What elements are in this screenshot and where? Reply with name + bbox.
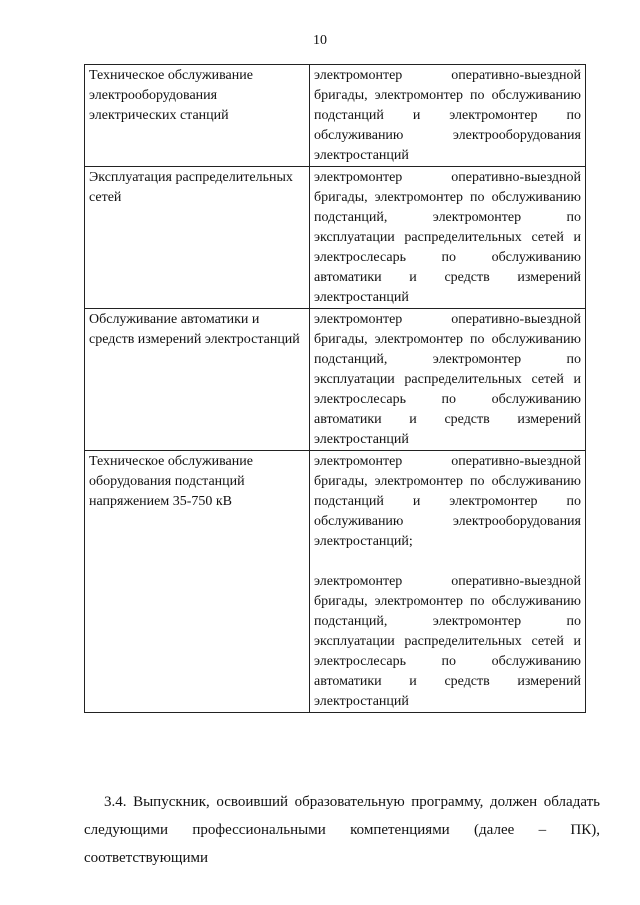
activity-text: Техническое обслуживание электрооборудования электрических станций bbox=[89, 68, 253, 123]
table-row bbox=[85, 65, 586, 167]
table-row bbox=[85, 451, 586, 713]
professions-cell bbox=[310, 65, 586, 167]
professions-text: электромонтер оперативно-выездной бригады, электромонтер по обслуживанию подстанций, электромонтер по эксплуатации распределительных сетей и электрослесарь по обслуживанию автоматики и средств измерений электростанций bbox=[314, 312, 581, 447]
activity-cell bbox=[85, 167, 310, 309]
activity-text: Обслуживание автоматики и средств измерений электростанций bbox=[89, 312, 300, 347]
activity-text: Техническое обслуживание оборудования подстанций напряжением 35-750 кВ bbox=[89, 454, 253, 509]
activity-table bbox=[84, 64, 586, 713]
professions-text: электромонтер оперативно-выездной бригады, электромонтер по обслуживанию подстанций и электромонтер по обслуживанию электрооборудования электростанций; bbox=[314, 454, 581, 549]
table-row bbox=[85, 309, 586, 451]
professions-cell bbox=[310, 309, 586, 451]
activity-cell bbox=[85, 309, 310, 451]
professions-cell bbox=[310, 167, 586, 309]
professions-text: электромонтер оперативно-выездной бригады, электромонтер по обслуживанию подстанций и электромонтер по обслуживанию электрооборудования электростанций bbox=[314, 68, 581, 163]
activity-cell bbox=[85, 65, 310, 167]
activity-text: Эксплуатация распределительных сетей bbox=[89, 170, 293, 205]
body-paragraph bbox=[84, 788, 600, 872]
page-number: 10 bbox=[313, 33, 327, 48]
table-row bbox=[85, 167, 586, 309]
professions-text: электромонтер оперативно-выездной бригады, электромонтер по обслуживанию подстанций, электромонтер по эксплуатации распределительных сетей и электрослесарь по обслуживанию автоматики и средств измерений электростанций bbox=[314, 574, 581, 709]
activity-cell bbox=[85, 451, 310, 713]
paragraph-text: 3.4. Выпускник, освоивший образовательную программу, должен обладать следующими профессиональными компетенциями (далее – ПК), соответствующими bbox=[84, 794, 600, 866]
professions-text: электромонтер оперативно-выездной бригады, электромонтер по обслуживанию подстанций, электромонтер по эксплуатации распределительных сетей и электрослесарь по обслуживанию автоматики и средств измерений электростанций bbox=[314, 170, 581, 305]
professions-cell bbox=[310, 451, 586, 713]
